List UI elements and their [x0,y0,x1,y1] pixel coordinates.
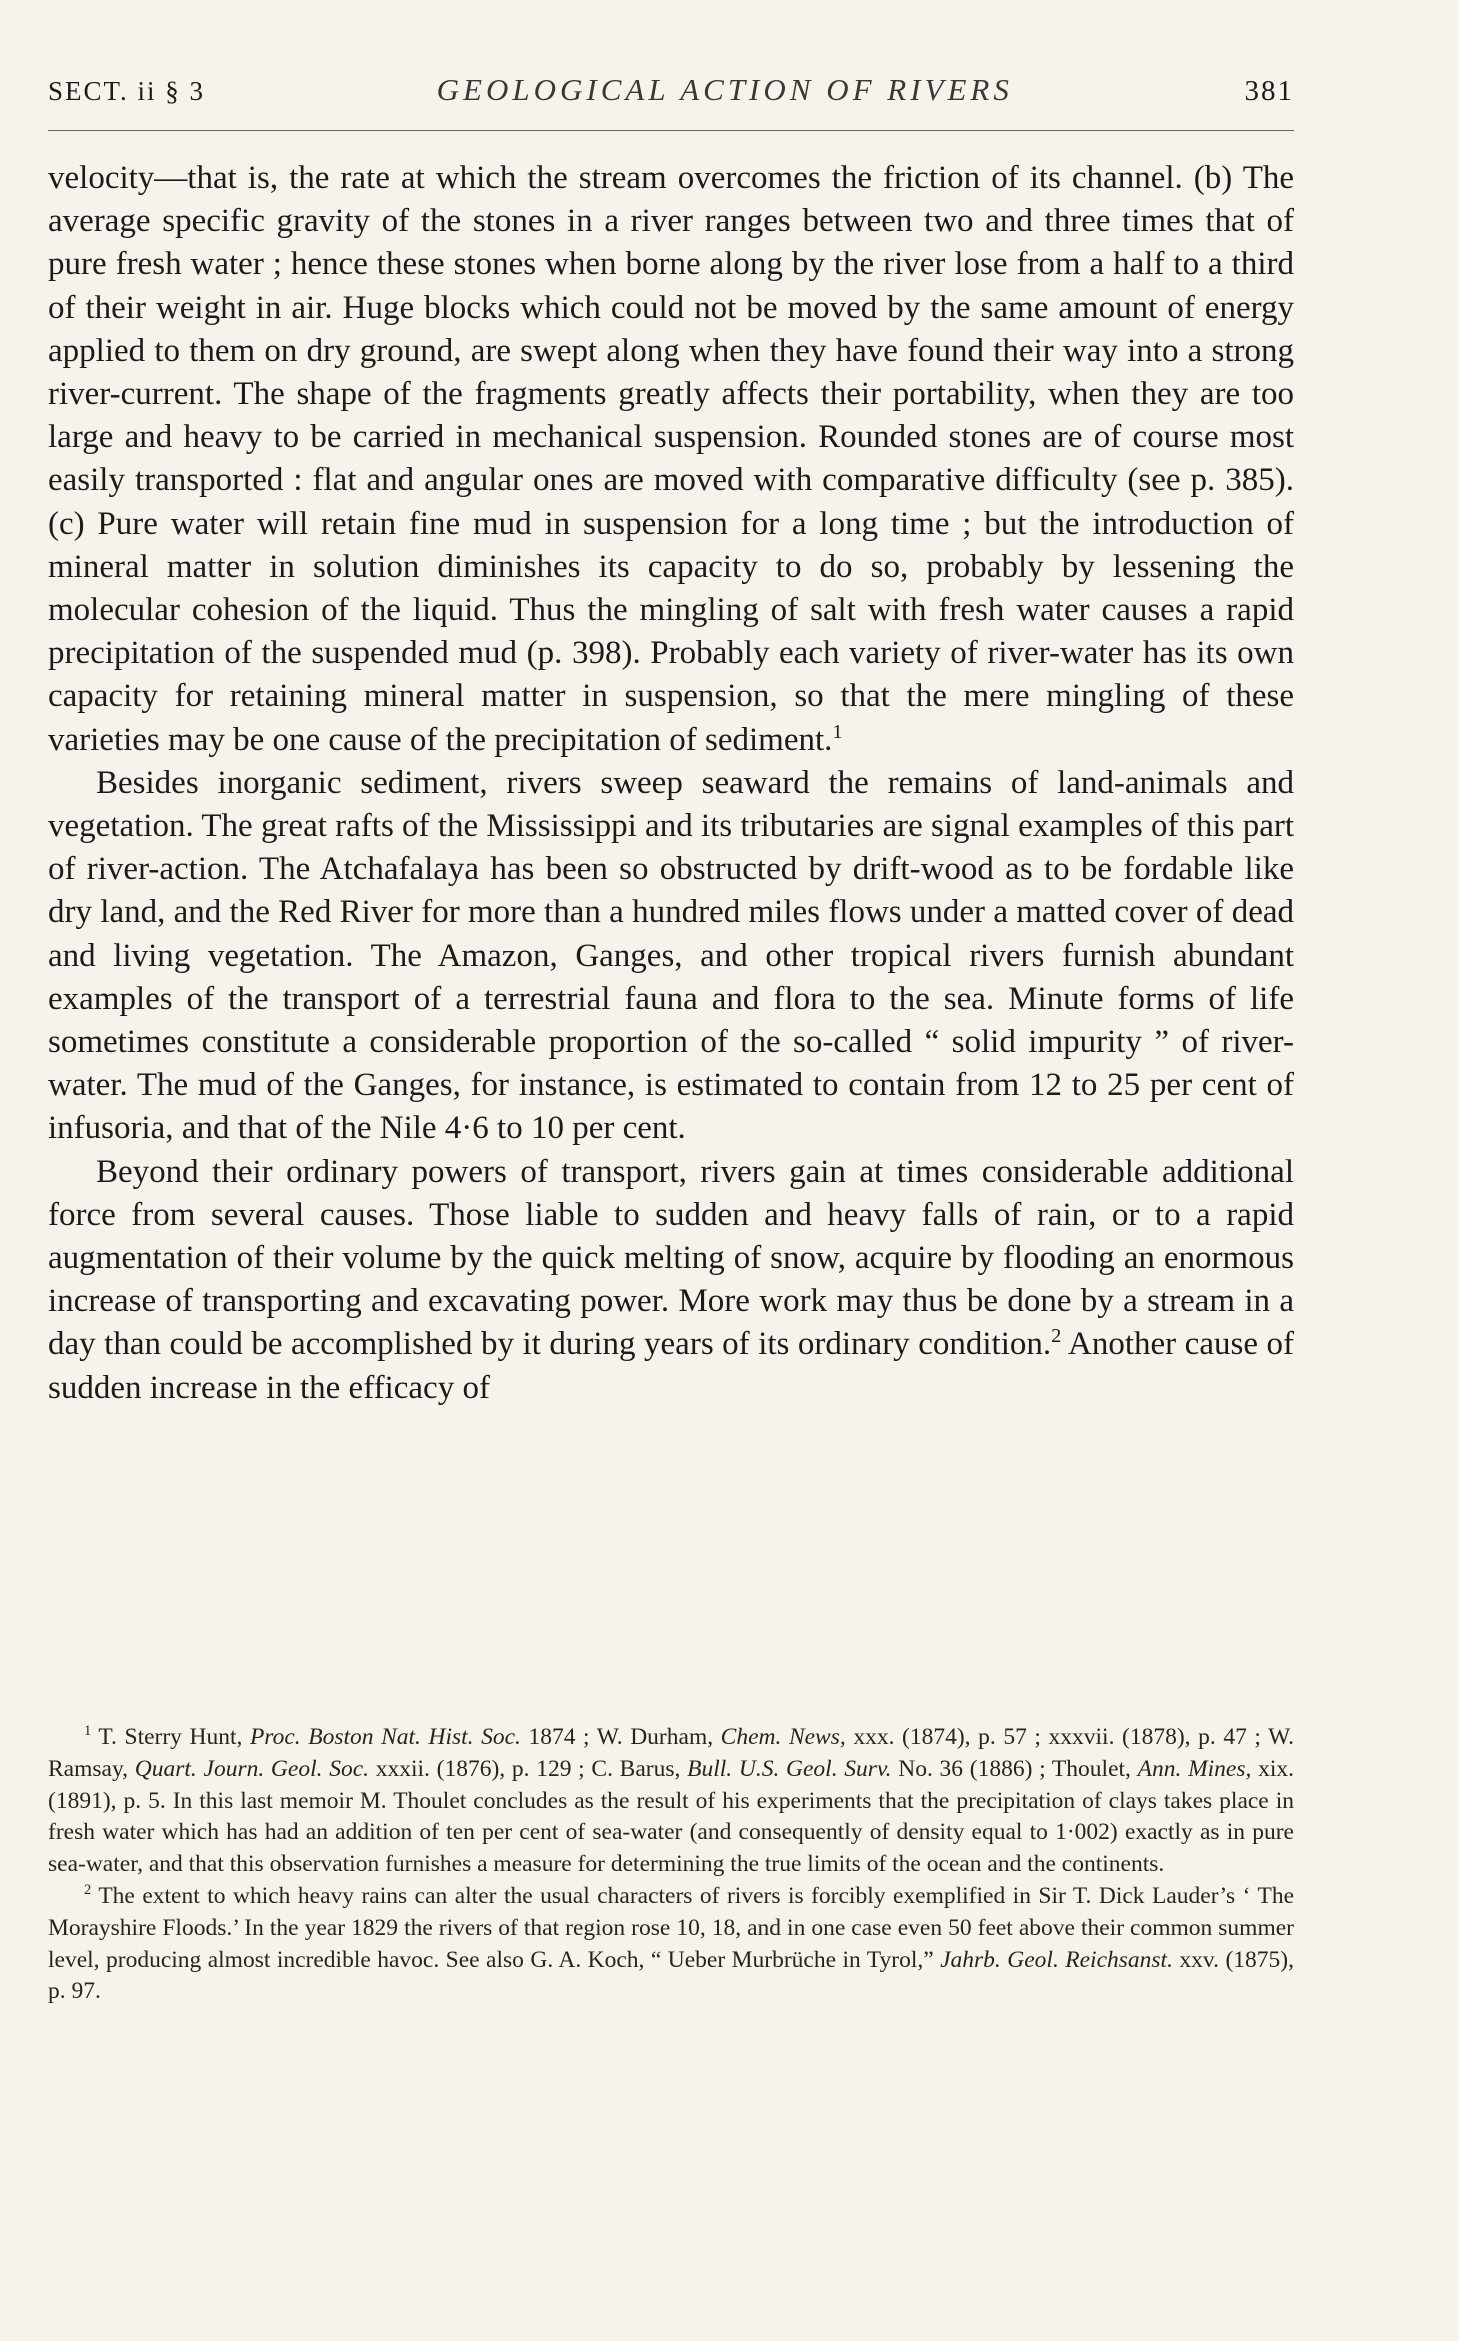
paragraph-3-continuation: Another cause of sudden increase in the efficacy of [48,1326,1294,1406]
footnote-1-text: No. 36 (1886) ; Thoulet, [891,1755,1138,1782]
footnote-2-journal: Jahrb. Geol. Reichsanst. [940,1946,1173,1973]
paragraph-3 [48,1151,1294,1410]
footnotes [48,1722,1294,2008]
footnote-ref-2: 2 [1051,1325,1062,1348]
footnote-1-text: xix. (1891), p. 5. In this last memoir M. Thoulet concludes as the result of his experiments that the precipitation of clays takes place in fresh water which has had an addition of ten per cent of sea-water (and consequently of density equal to 1·002) exactly as in pure sea-water, and that this observation furnishes a measure for determining the true limits of the ocean and the continents. [48,1755,1294,1878]
paragraph-2 [48,762,1294,1151]
paragraph-2-text: Besides inorganic sediment, rivers sweep seaward the remains of land-animals and vegetation. The great rafts of the Mississippi and its tributaries are signal examples of this part of river-action. The Atchafalaya has been so obstructed by drift-wood as to be fordable like dry land, and the Red River for more than a hundred miles flows under a matted cover of dead and living vegetation. The Amazon, Ganges, and other tropical rivers furnish abundant examples of the transport of a terrestrial fauna and flora to the sea. Minute forms of life sometimes constitute a considerable proportion of the so-called “ solid impurity ” of river-water. The mud of the Ganges, for instance, is estimated to contain from 12 to 25 per cent of infusoria, and that of the Nile 4·6 to 10 per cent. [48,764,1294,1147]
paragraph-1-text: velocity—that is, the rate at which the stream overcomes the friction of its channel. (b) The average specific gravity of the stones in a river ranges between two and three times that of pure fresh water ; hence these stones when borne along by the river lose from a half to a third of their weight in air. Huge blocks which could not be moved by the same amount of energy applied to them on dry ground, are swept along when they have found their way into a strong river-current. The shape of the fragments greatly affects their portability, when they are too large and heavy to be carried in mechanical suspension. Rounded stones are of course most easily transported : flat and angular ones are moved with comparative difficulty (see p. 385). (c) Pure water will retain fine mud in suspension for a long time ; but the introduction of mineral matter in solution diminishes its capacity to do so, probably by lessening the molecular cohesion of the liquid. Thus the mingling of salt with fresh water causes a rapid precipitation of the suspended mud (p. 398). Probably each variety of river-water has its own capacity for retaining mineral matter in suspension, so that the mere mingling of these varieties may be one cause of the precipitation of sediment. [48,160,1294,758]
paragraph-3-text: Beyond their ordinary powers of transport, rivers gain at times considerable additional force from several causes. Those liable to sudden and heavy falls of rain, or to a rapid augmentation of their volume by the quick melting of snow, acquire by flooding an enormous increase of transporting and excavating power. More work may thus be done by a stream in a day than could be accomplished by it during years of its ordinary condition. [48,1153,1294,1363]
footnote-1-text: xxxii. (1876), p. 129 ; C. Barus, [369,1755,688,1782]
footnote-1-text: 1874 ; W. Durham, [520,1724,721,1750]
footnote-2-text: The extent to which heavy rains can alter the usual characters of rivers is forcibly exemplified in Sir T. Dick Lauder’s ‘ The Morayshire Floods.’ In the year 1829 the rivers of that region rose 10, 18, and in one case even 50 feet above their common summer level, producing almost incredible havoc. See also G. A. Koch, “ Ueber Murbrüche in Tyrol,” [48,1882,1294,1973]
chapter-title: GEOLOGICAL ACTION OF RIVERS [436,72,1013,107]
footnote-1-marker: 1 [84,1723,92,1740]
footnote-1-journal: Ann. Mines, [1137,1755,1252,1782]
footnote-2-marker: 2 [84,1882,92,1899]
paragraph-1 [48,157,1294,762]
running-head [48,72,1294,116]
footnote-1-journal: Quart. Journ. Geol. Soc. [134,1755,370,1782]
body-text [48,157,1294,1410]
footnote-ref-1: 1 [832,720,843,743]
footnote-1-text: xxx. (1874), p. 57 ; xxxvii. (1878), p. 47 ; W. Ramsay, [48,1724,1294,1782]
footnote-1-journal: Proc. Boston Nat. Hist. Soc. [249,1724,521,1750]
page-number: 381 [1244,75,1294,107]
section-label: SECT. ii § 3 [48,76,206,106]
footnote-1-journal: Bull. U.S. Geol. Surv. [687,1755,892,1782]
footnote-1 [48,1722,1294,1881]
footnote-2-text: xxv. (1875), p. 97. [48,1946,1294,2005]
footnote-2 [48,1881,1294,2008]
footnote-1-journal: Chem. News, [720,1724,846,1750]
header-rule [48,130,1294,131]
footnote-1-text: T. Sterry Hunt, [91,1724,250,1750]
